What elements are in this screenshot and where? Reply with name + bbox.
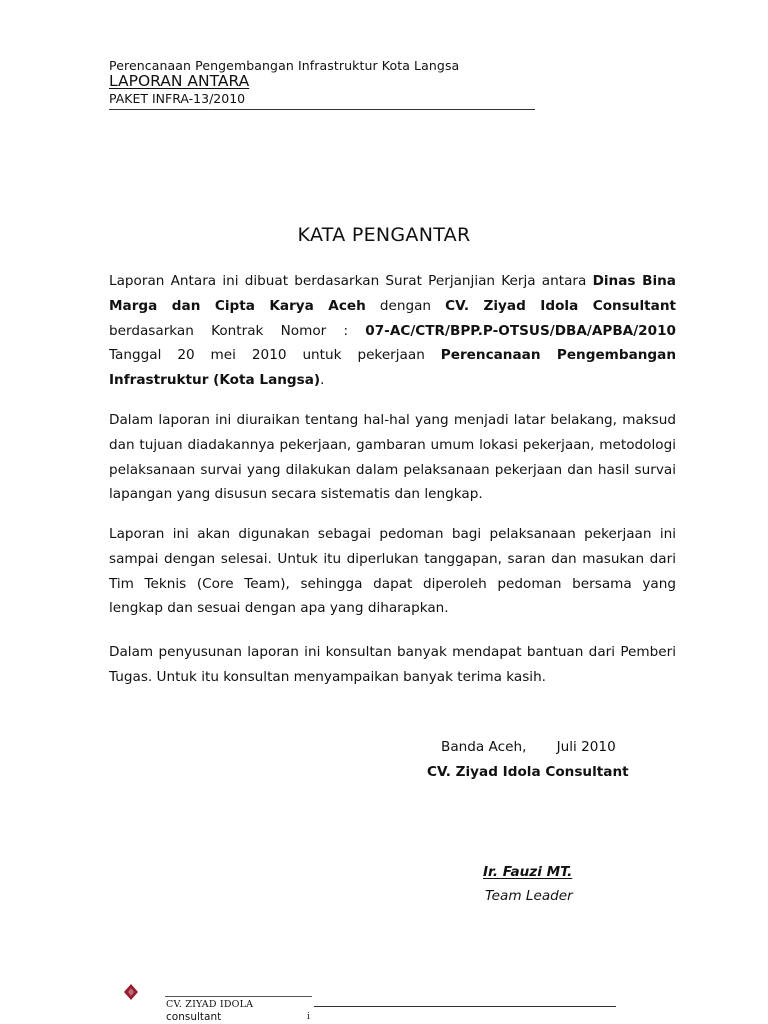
p1-contract-number: 07-AC/CTR/BPP.P-OTSUS/DBA/APBA/2010 (365, 322, 676, 339)
signature-place-date: Banda Aceh, Juli 2010 (441, 739, 616, 755)
paragraph-1 (109, 269, 676, 393)
signature-company: CV. Ziyad Idola Consultant (427, 764, 629, 780)
footer-company-name: CV. ZIYAD IDOLA (166, 999, 254, 1010)
header-project-title: Perencanaan Pengembangan Infrastruktur Kota Langsa (109, 58, 460, 73)
header-divider (109, 109, 535, 110)
paragraph-2: Dalam laporan ini diuraikan tentang hal-hal yang menjadi latar belakang, maksud dan tujuan diadakannya pekerjaan, gambaran umum lokasi pekerjaan, metodologi pelaksanaan survai yang dilakukan dalam pelaksanaan pekerjaan dan hasil survai lapangan yang disusun secara sistematis dan lengkap. (109, 412, 676, 503)
footer-divider-long (314, 1006, 616, 1007)
company-logo-icon (124, 984, 138, 1000)
footer-divider-short (165, 996, 312, 997)
signature-role: Team Leader (485, 888, 573, 904)
p1-consultant: CV. Ziyad Idola Consultant (445, 297, 676, 314)
p1-text-4: Tanggal 20 mei 2010 untuk pekerjaan (109, 347, 441, 364)
header-report-title: LAPORAN ANTARA (109, 72, 250, 90)
p1-project-name: Perencanaan Pengembangan Infrastruktur (Kota Langsa) (109, 347, 676, 389)
page-title: KATA PENGANTAR (297, 224, 471, 246)
p1-text-3: berdasarkan Kontrak Nomor : (109, 322, 366, 339)
paragraph-3: Laporan ini akan digunakan sebagai pedoman bagi pelaksanaan pekerjaan ini sampai dengan selesai. Untuk itu diperlukan tanggapan, saran dan masukan dari Tim Teknis (Core Team), sehingga dapat diperoleh pedoman bersama yang lengkap dan sesuai dengan apa yang diharapkan. (109, 526, 676, 617)
p1-text-2: dengan (365, 297, 446, 314)
signature-name: Ir. Fauzi MT. (483, 864, 573, 880)
header-package: PAKET INFRA-13/2010 (109, 91, 246, 106)
p1-text-1: Laporan Antara ini dibuat berdasarkan Surat Perjanjian Kerja antara (109, 273, 593, 289)
footer-company-subtitle: consultant (166, 1011, 222, 1023)
page-number: i (307, 1012, 310, 1022)
paragraph-4: Dalam penyusunan laporan ini konsultan banyak mendapat bantuan dari Pemberi Tugas. Untuk itu konsultan menyampaikan banyak terima kasih. (109, 644, 676, 685)
p1-text-5: . (320, 372, 325, 389)
p1-agency: Dinas Bina Marga dan Cipta Karya Aceh (109, 273, 676, 314)
